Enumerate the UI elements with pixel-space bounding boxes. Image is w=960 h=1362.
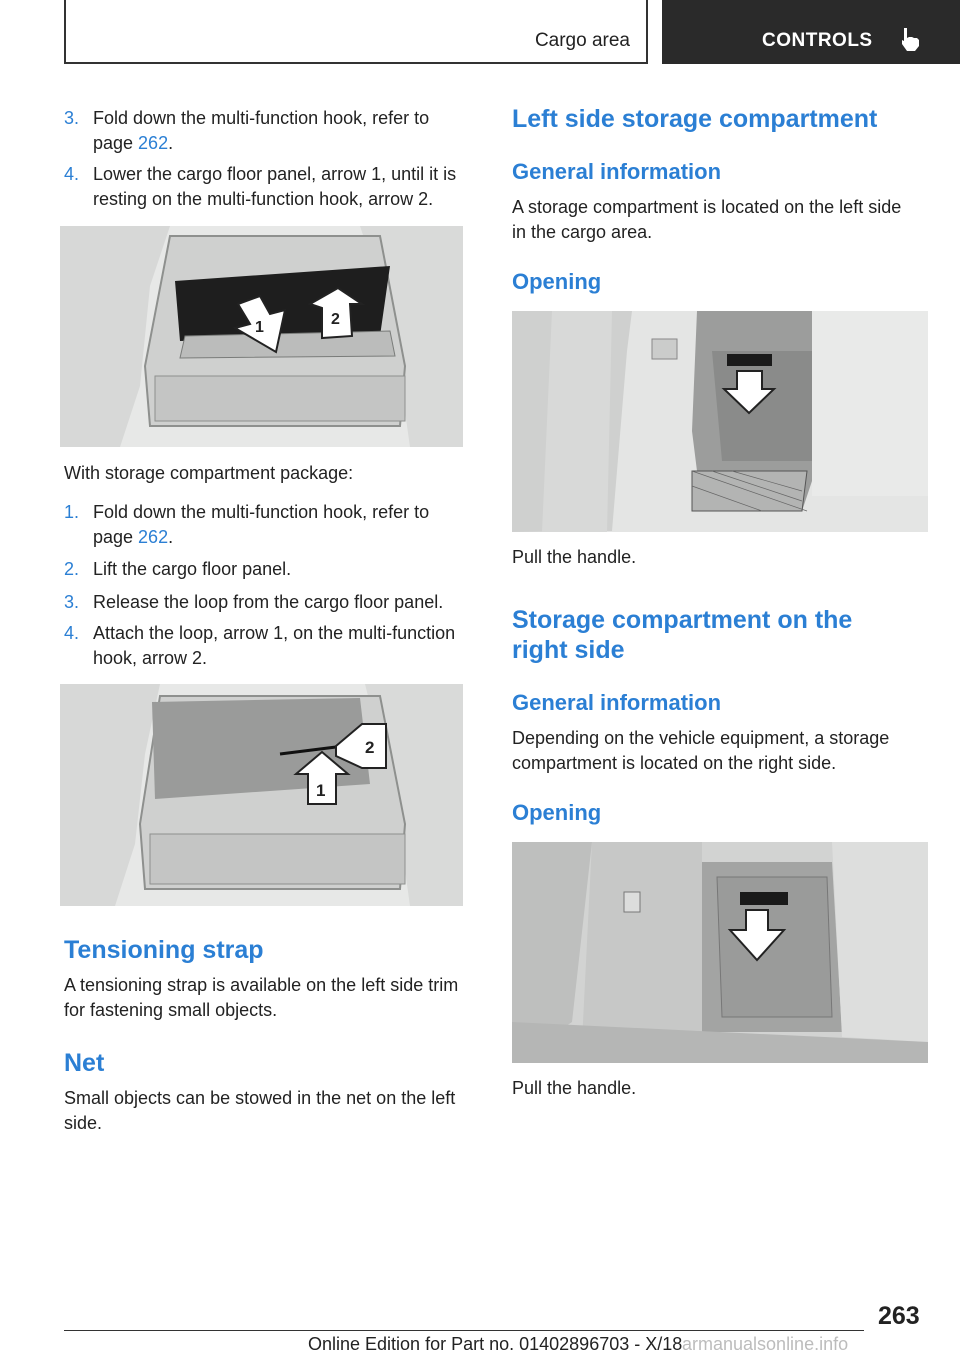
heading-left-storage: Left side storage compartment bbox=[512, 105, 878, 133]
figure2-arrow-label-2: 2 bbox=[365, 738, 375, 757]
general-text-2: Depending on the vehicle equipment, a storage compartment is located on the right side. bbox=[512, 728, 890, 773]
figure1-arrow-label-2: 2 bbox=[331, 311, 340, 328]
step-number: 4. bbox=[64, 623, 80, 643]
figure-cargo-floor-lower bbox=[60, 226, 463, 447]
heading-right-storage: Storage compartment on the right side bbox=[512, 606, 853, 664]
header-section-box bbox=[64, 0, 648, 64]
page-link[interactable]: 262 bbox=[138, 527, 169, 547]
heading-tensioning-strap: Tensioning strap bbox=[64, 936, 264, 964]
step-text bbox=[93, 500, 473, 550]
step-number: 2. bbox=[64, 559, 80, 579]
step-number: 1. bbox=[64, 502, 80, 522]
page-link[interactable]: 262 bbox=[138, 133, 169, 153]
page-number: 263 bbox=[878, 1302, 920, 1330]
watermark: armanualsonline.info bbox=[682, 1334, 849, 1354]
footer-divider bbox=[64, 1330, 864, 1331]
step-text: Lift the cargo floor panel. bbox=[93, 559, 292, 579]
figure2-arrow-label-1: 1 bbox=[316, 781, 326, 800]
figure-right-storage-opening bbox=[512, 842, 928, 1063]
heading-opening-2: Opening bbox=[512, 800, 602, 825]
figure1-arrow-label-1: 1 bbox=[255, 319, 264, 336]
step-text-body: Fold down the multi-function hook, refer to page bbox=[93, 108, 430, 153]
step-number: 3. bbox=[64, 108, 80, 128]
package-note: With storage compartment package: bbox=[64, 463, 354, 483]
heading-general-info-1: General information bbox=[512, 159, 722, 184]
step-text-end: . bbox=[168, 527, 174, 547]
step-number: 4. bbox=[64, 164, 80, 184]
step-text: Release the loop from the cargo floor panel. bbox=[93, 592, 444, 612]
step-text: Lower the cargo floor panel, arrow 1, until it is resting on the multi-function hook, arrow 2. bbox=[93, 164, 457, 209]
pointing-hand-icon bbox=[898, 26, 924, 52]
pull-handle-text-1: Pull the handle. bbox=[512, 547, 637, 567]
heading-opening-1: Opening bbox=[512, 269, 602, 294]
chapter-tab[interactable] bbox=[662, 0, 960, 64]
figure-left-storage-opening bbox=[512, 311, 928, 532]
net-text: Small objects can be stowed in the net on the left side. bbox=[64, 1088, 456, 1133]
figure-cargo-loop-attach bbox=[60, 684, 463, 906]
chapter-title: CONTROLS bbox=[762, 30, 873, 51]
step-text-body: Fold down the multi-function hook, refer to page bbox=[93, 502, 430, 547]
section-title: Cargo area bbox=[534, 30, 630, 51]
step-text-end: . bbox=[168, 133, 174, 153]
pull-handle-text-2: Pull the handle. bbox=[512, 1078, 637, 1098]
footer-edition: Online Edition for Part no. 01402896703 - X/18 bbox=[308, 1334, 683, 1354]
heading-general-info-2: General information bbox=[512, 690, 722, 715]
step-number: 3. bbox=[64, 592, 80, 612]
general-text-1: A storage compartment is located on the left side in the cargo area. bbox=[512, 197, 902, 242]
step-text bbox=[93, 106, 473, 156]
step-text: Attach the loop, arrow 1, on the multi-function hook, arrow 2. bbox=[93, 623, 456, 668]
heading-net: Net bbox=[64, 1049, 105, 1077]
tensioning-text: A tensioning strap is available on the left side trim for fastening small objects. bbox=[64, 975, 459, 1020]
